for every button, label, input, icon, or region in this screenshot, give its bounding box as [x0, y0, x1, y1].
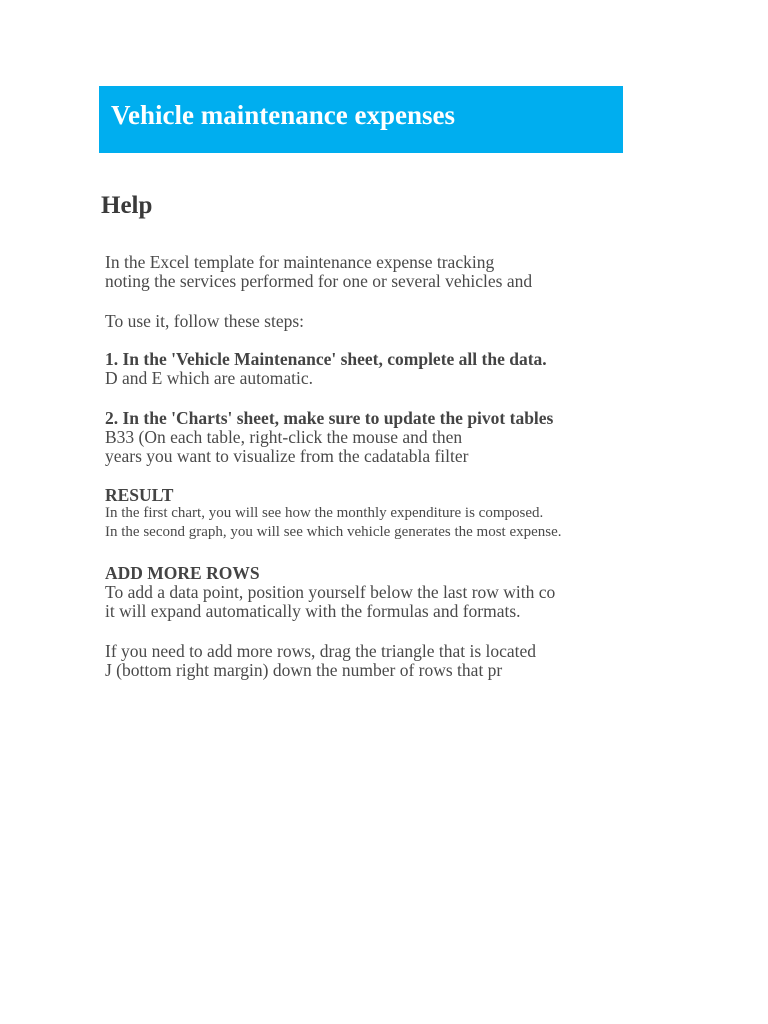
step-2-body-2: years you want to visualize from the cadatabla filter	[105, 446, 469, 466]
step-1-body: D and E which are automatic.	[105, 368, 313, 388]
step-2-title: 2. In the 'Charts' sheet, make sure to update the pivot tables	[105, 408, 554, 428]
steps-lead: To use it, follow these steps:	[105, 311, 305, 331]
step-1-title: 1. In the 'Vehicle Maintenance' sheet, complete all the data.	[105, 349, 547, 369]
title-banner	[99, 86, 623, 153]
intro-line-1: In the Excel template for maintenance expense tracking	[105, 252, 495, 272]
document-title: Vehicle maintenance expenses	[111, 100, 455, 130]
add-rows-heading: ADD MORE ROWS	[105, 563, 260, 583]
result-line-1: In the first chart, you will see how the monthly expenditure is composed.	[105, 505, 544, 521]
result-heading: RESULT	[105, 485, 174, 505]
intro-line-2: noting the services performed for one or several vehicles and	[105, 271, 533, 291]
help-heading: Help	[101, 192, 153, 219]
add-rows-line-4: J (bottom right margin) down the number of rows that pr	[105, 660, 503, 680]
result-line-2: In the second graph, you will see which vehicle generates the most expense.	[105, 524, 562, 540]
add-rows-line-3: If you need to add more rows, drag the triangle that is located	[105, 641, 537, 661]
add-rows-line-1: To add a data point, position yourself below the last row with co	[105, 582, 556, 602]
add-rows-line-2: it will expand automatically with the formulas and formats.	[105, 601, 521, 621]
step-2-body-1: B33 (On each table, right-click the mouse and then	[105, 427, 463, 447]
